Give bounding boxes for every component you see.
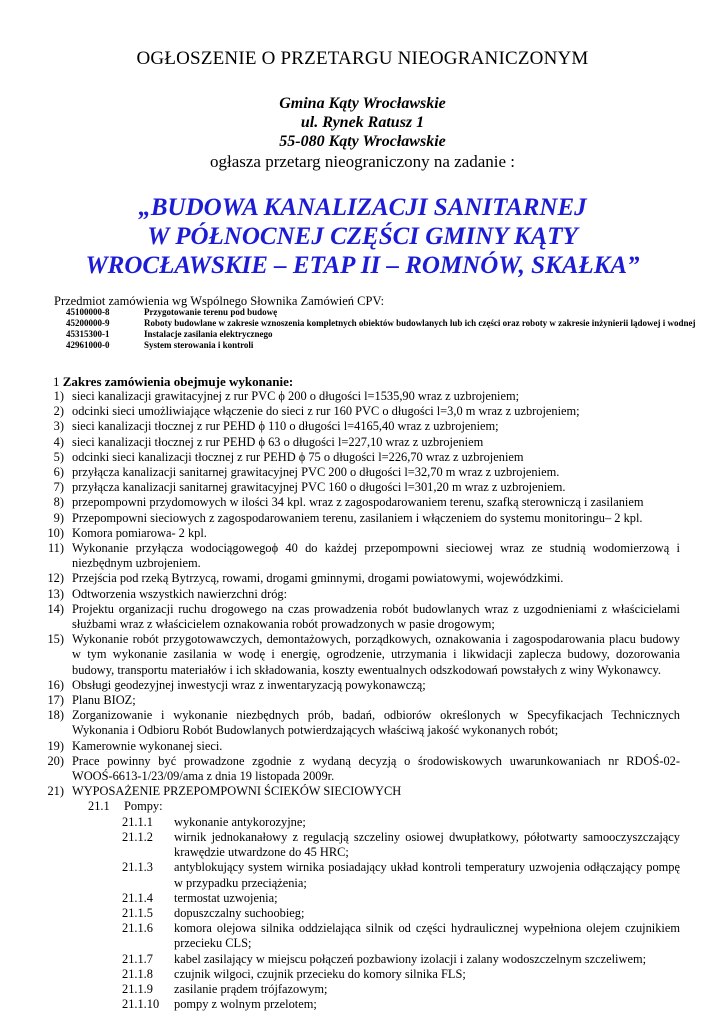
- cpv-code: 45315300-1: [66, 329, 110, 339]
- sub-list-item: [32, 997, 680, 1012]
- sub-list-item: [32, 982, 680, 997]
- list-item: [32, 784, 680, 799]
- scope-heading-text: Zakres zamówienia obejmuje wykonanie:: [62, 374, 294, 389]
- sub-list-item-number: 21.1.10: [122, 997, 160, 1012]
- list-item-text: przyłącza kanalizacji sanitarnej grawitacyjnej PVC 160 o długości l=301,20 m wraz z uzbrojeniem.: [72, 480, 566, 495]
- list-item: [32, 693, 680, 708]
- sub-list-item: [32, 830, 680, 860]
- list-item-text: Obsługi geodezyjnej inwestycji wraz z inwentaryzacją powykonawczą;: [72, 677, 426, 692]
- list-item: [32, 754, 680, 784]
- sub-list-item: [32, 952, 680, 967]
- list-item-text: odcinki sieci umożliwiające włączenie do sieci z rur 160 PVC o długości l=3,0 m wraz z uzbrojeniem;: [72, 404, 580, 419]
- sub-list-item-text: czujnik wilgoci, czujnik przecieku do komory silnika FLS;: [174, 966, 466, 981]
- tender-subject: [20, 193, 705, 280]
- issuer-name: Gmina Kąty Wrocławskie: [279, 95, 446, 112]
- list-item-number: 4): [53, 434, 64, 449]
- list-item-text: Prace powinny być prowadzone zgodnie z wydaną decyzją o środowiskowych uwarunkowaniach nr RDOŚ-02-WOOŚ-6613-1/23/09/ama z dnia 19 listopada 2009r.: [72, 753, 680, 784]
- cpv-row: [66, 318, 696, 329]
- cpv-code: 42961000-0: [66, 340, 110, 350]
- issuer-street: ul. Rynek Ratusz 1: [300, 114, 425, 131]
- sub-heading: [32, 799, 680, 814]
- document-title: OGŁOSZENIE O PRZETARGU NIEOGRANICZONYM: [136, 48, 589, 69]
- list-item-number: 12): [47, 571, 64, 586]
- list-item: [32, 511, 680, 526]
- sub-list-item-number: 21.1.4: [122, 890, 153, 905]
- list-item-number: 10): [47, 525, 64, 540]
- list-item-number: 3): [53, 419, 64, 434]
- cpv-desc: Roboty budowlane w zakresie wznoszenia kompletnych obiektów budowlanych lub ich części oraz roboty w zakresie inżynierii lądowej i wodnej: [144, 318, 696, 328]
- sub-list-item: [32, 921, 680, 951]
- list-item: [32, 678, 680, 693]
- sub-list-item-text: pompy z wolnym przelotem;: [174, 997, 317, 1012]
- scope-list: [32, 389, 680, 1012]
- list-item: [32, 587, 680, 602]
- sub-list-item: [32, 906, 680, 921]
- list-item-text: Kamerownie wykonanej sieci.: [72, 738, 223, 753]
- list-item-text: sieci kanalizacji tłocznej z rur PEHD ϕ 63 o długości l=227,10 wraz z uzbrojeniem: [72, 434, 484, 449]
- list-item-text: Wykonanie robót przygotowawczych, demontażowych, porządkowych, oznakowania i zagospodarowania placu budowy w tym wykonanie zasilania w wodę i energię, ogrodzenie, utrzymania i likwidacji zaplecza budowy, dozorowania budowy, transportu materiałów i ich składowania, koszty ewentualnych odszkodowań powstałych z winy Wykonawcy.: [72, 632, 680, 677]
- scope-heading: [53, 374, 293, 390]
- sub-list-item: [32, 815, 680, 830]
- list-item: [32, 708, 680, 738]
- list-item-number: 18): [47, 708, 64, 723]
- list-item: [32, 541, 680, 571]
- cpv-row: [66, 307, 696, 318]
- sub-heading-number: 21.1: [88, 799, 110, 814]
- list-item-number: 20): [47, 753, 64, 768]
- list-item: [32, 419, 680, 434]
- scope-number: 1: [53, 374, 60, 389]
- list-item-text: WYPOSAŻENIE PRZEPOMPOWNI ŚCIEKÓW SIECIOWYCH: [72, 784, 402, 799]
- list-item: [32, 602, 680, 632]
- list-item-number: 21): [47, 784, 64, 799]
- list-item: [32, 632, 680, 678]
- cpv-intro: Przedmiot zamówienia wg Wspólnego Słownika Zamówień CPV:: [54, 294, 385, 308]
- sub-list-item-number: 21.1.7: [122, 951, 153, 966]
- subject-line: „BUDOWA KANALIZACJI SANITARNEJ: [138, 194, 587, 221]
- list-item-number: 9): [53, 510, 64, 525]
- list-item: [32, 389, 680, 404]
- list-item-text: Zorganizowanie i wykonanie niezbędnych prób, badań, odbiorów określonych w Specyfikacjach Technicznych Wykonania i Odbioru Robót Budowlanych potwierdzających właściwą jakość wykonanych robót;: [72, 708, 680, 738]
- list-item-text: przepompowni przydomowych w ilości 34 kpl. wraz z zagospodarowaniem terenu, szafką sterowniczą i zasilaniem: [72, 495, 644, 510]
- cpv-row: [66, 340, 696, 351]
- sub-list-item-number: 21.1.6: [122, 921, 153, 936]
- list-item-number: 19): [47, 738, 64, 753]
- list-item: [32, 435, 680, 450]
- cpv-desc: System sterowania i kontroli: [144, 340, 254, 350]
- list-item-number: 14): [47, 601, 64, 616]
- cpv-row: [66, 329, 696, 340]
- list-item-number: 11): [47, 541, 64, 556]
- sub-list-item: [32, 891, 680, 906]
- list-item-number: 17): [47, 693, 64, 708]
- list-item-number: 15): [47, 632, 64, 647]
- list-item: [32, 571, 680, 586]
- sub-list-item-number: 21.1.8: [122, 966, 153, 981]
- list-item: [32, 465, 680, 480]
- subject-line: WROCŁAWSKIE – ETAP II – ROMNÓW, SKAŁKA”: [85, 252, 640, 279]
- list-item-text: Wykonanie przyłącza wodociągowegoϕ 40 do każdej przepompowni sieciowej wraz ze studnią wodomierzową i niezbędnym uzbrojeniem.: [72, 541, 680, 571]
- cpv-code: 45100000-8: [66, 307, 110, 317]
- sub-heading-text: Pompy:: [124, 799, 163, 814]
- sub-list-item-text: dopuszczalny suchoobieg;: [174, 905, 305, 920]
- list-item-text: Przejścia pod rzeką Bytrzycą, rowami, drogami gminnymi, drogami powiatowymi, wojewódzkimi.: [72, 571, 564, 586]
- sub-list-item-number: 21.1.1: [122, 814, 153, 829]
- issuer-city: 55-080 Kąty Wrocławskie: [279, 133, 446, 150]
- list-item: [32, 495, 680, 510]
- list-item-number: 2): [53, 404, 64, 419]
- sub-list-item-number: 21.1.2: [122, 829, 153, 844]
- subject-line: W PÓŁNOCNEJ CZĘŚCI GMINY KĄTY: [147, 223, 578, 250]
- list-item-text: Planu BIOZ;: [72, 693, 136, 708]
- list-item-text: Przepompowni sieciowych z zagospodarowaniem terenu, zasilaniem i włączeniem do systemu monitoringu– 2 kpl.: [72, 510, 643, 525]
- cpv-desc: Instalacje zasilania elektrycznego: [144, 329, 273, 339]
- sub-list-item-text: kabel zasilający w miejscu połączeń pozbawiony izolacji i zalany wodoszczelnym szczeliwem;: [174, 951, 647, 966]
- cpv-code: 45200000-9: [66, 318, 110, 328]
- list-item-number: 7): [53, 480, 64, 495]
- sub-list-item-text: termostat uzwojenia;: [174, 890, 278, 905]
- list-item-number: 6): [53, 465, 64, 480]
- sub-list-item-text: antyblokujący system wirnika posiadający układ kontroli temperatury uzwojenia odłączający pompę w przypadku przeciążenia;: [174, 860, 680, 890]
- list-item: [32, 739, 680, 754]
- list-item-number: 5): [53, 449, 64, 464]
- list-item-number: 8): [53, 495, 64, 510]
- sub-list-item-number: 21.1.9: [122, 981, 153, 996]
- sub-list-item-text: zasilanie prądem trójfazowym;: [174, 981, 328, 996]
- announcement-line: ogłasza przetarg nieograniczony na zadanie :: [209, 152, 516, 171]
- list-item: [32, 526, 680, 541]
- list-item-text: odcinki sieci kanalizacji tłocznej z rur PEHD ϕ 75 o długości l=226,70 wraz z uzbrojeniem: [72, 449, 524, 464]
- list-item-number: 16): [47, 677, 64, 692]
- list-item: [32, 480, 680, 495]
- list-item: [32, 404, 680, 419]
- list-item-text: Odtworzenia wszystkich nawierzchni dróg:: [72, 586, 288, 601]
- issuer-block: [0, 94, 725, 151]
- list-item: [32, 450, 680, 465]
- sub-list-item: [32, 967, 680, 982]
- sub-list-item-text: wirnik jednokanałowy z regulacją szczeliny osiowej dwupłatkowy, półotwarty samooczyszczający krawędzie utwardzone do 45 HRC;: [174, 829, 680, 860]
- list-item-text: przyłącza kanalizacji sanitarnej grawitacyjnej PVC 200 o długości l=32,70 m wraz z uzbrojeniem.: [72, 465, 560, 480]
- sub-list-item-text: komora olejowa silnika oddzielająca silnik od części hydraulicznej wypełniona olejem czujnikiem przecieku CLS;: [174, 921, 680, 951]
- cpv-list: [66, 307, 696, 351]
- sub-list-item-number: 21.1.3: [122, 860, 153, 875]
- list-item-text: Komora pomiarowa- 2 kpl.: [72, 525, 207, 540]
- sub-list-item: [32, 860, 680, 890]
- list-item-number: 1): [53, 389, 64, 403]
- cpv-desc: Przygotowanie terenu pod budowę: [144, 307, 278, 317]
- list-item-text: Projektu organizacji ruchu drogowego na czas prowadzenia robót budowlanych wraz z uzgodnieniami z właścicielami służbami wraz z właścicielem oznakowania robót prowadzonych w pasie drogowym;: [72, 601, 680, 632]
- list-item-text: sieci kanalizacji tłocznej z rur PEHD ϕ 110 o długości l=4165,40 wraz z uzbrojeniem;: [72, 419, 499, 434]
- list-item-text: sieci kanalizacji grawitacyjnej z rur PVC ϕ 200 o długości l=1535,90 wraz z uzbrojeniem;: [72, 389, 520, 403]
- sub-list-item-number: 21.1.5: [122, 905, 153, 920]
- list-item-number: 13): [47, 586, 64, 601]
- sub-list-item-text: wykonanie antykorozyjne;: [174, 814, 306, 829]
